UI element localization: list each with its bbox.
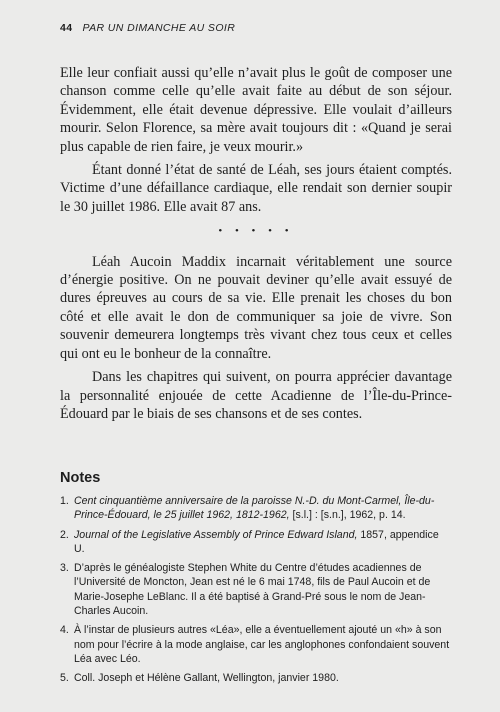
- note-item: [60, 494, 452, 523]
- note-number: 2.: [60, 528, 69, 541]
- note-citation-title: Cent cinquantième anniversaire de la paroisse N.-D. du Mont-Carmel, Île-du-Prince-Édouard, le 25 juillet 1962, 1812-1962,: [74, 495, 435, 522]
- note-item: [60, 561, 452, 618]
- note-text: [74, 494, 452, 523]
- note-text: D’après le généalogiste Stephen White du Centre d’études acadiennes de l’Université de Moncton, Jean est né le 6 mai 1748, fils de Paul Aucoin et de Marie-Josephe LeBlanc. Il a été baptisé à Grand-Pré sous le nom de Jean-Charles Aucoin.: [74, 562, 431, 618]
- note-citation-rest: 1857, appendice U.: [74, 528, 439, 555]
- note-citation-title: Journal of the Legislative Assembly of Prince Edward Island,: [74, 528, 358, 541]
- note-text: [74, 528, 452, 557]
- note-item: [60, 623, 452, 666]
- running-title: PAR UN DIMANCHE AU SOIR: [82, 22, 236, 34]
- paragraph-2: Étant donné l’état de santé de Léah, ses jours étaient comptés. Victime d’une défaillance cardiaque, elle rendait son dernier soupir le 30 juillet 1986. Elle avait 87 ans.: [60, 162, 452, 215]
- notes-title: Notes: [60, 470, 101, 486]
- note-citation-rest: [s.l.] : [s.n.], 1962, p. 14.: [289, 509, 406, 522]
- note-item: [60, 671, 452, 685]
- page-number: 44: [60, 22, 73, 34]
- note-text: Coll. Joseph et Hélène Gallant, Wellington, janvier 1980.: [74, 672, 339, 685]
- notes-section: [60, 470, 452, 691]
- paragraph-1: Elle leur confiait aussi qu’elle n’avait plus le goût de composer une chanson comme celle qu’elle avait faite au début de son séjour. Évidemment, elle était devenue dépressive. Elle voulait d’ailleurs mourir. Selon Florence, sa mère avait toujours dit : «Quand je serai plus capable de rien faire, je veux mourir.»: [60, 65, 452, 155]
- note-item: [60, 528, 452, 557]
- note-number: 1.: [60, 495, 69, 507]
- body-text: [60, 64, 452, 423]
- running-header: [60, 22, 235, 34]
- note-text: À l’instar de plusieurs autres «Léa», elle a éventuellement ajouté un «h» à son nom pour l’écrire à la mode anglaise, car les anglophones confondaient souvent Léa avec Léo.: [74, 624, 450, 665]
- section-separator: • • • • •: [218, 225, 294, 238]
- note-number: 3.: [60, 562, 69, 575]
- paragraph-3: Léah Aucoin Maddix incarnait véritablement une source d’énergie positive. On ne pouvait deviner qu’elle avait essuyé de dures épreuves au cours de sa vie. Elle prenait les choses du bon côté et elle avait le don de communiquer sa joie de vivre. Son souvenir demeurera longtemps très vivant chez tous ceux et celles qui ont eu le bonheur de la connaître.: [60, 253, 452, 362]
- paragraph-4: Dans les chapitres qui suivent, on pourra apprécier davantage la personnalité enjouée de cette Acadienne de l’Île-du-Prince-Édouard par le biais de ses chansons et de ses contes.: [60, 369, 452, 422]
- note-number: 5.: [60, 672, 69, 685]
- note-number: 4.: [60, 624, 69, 637]
